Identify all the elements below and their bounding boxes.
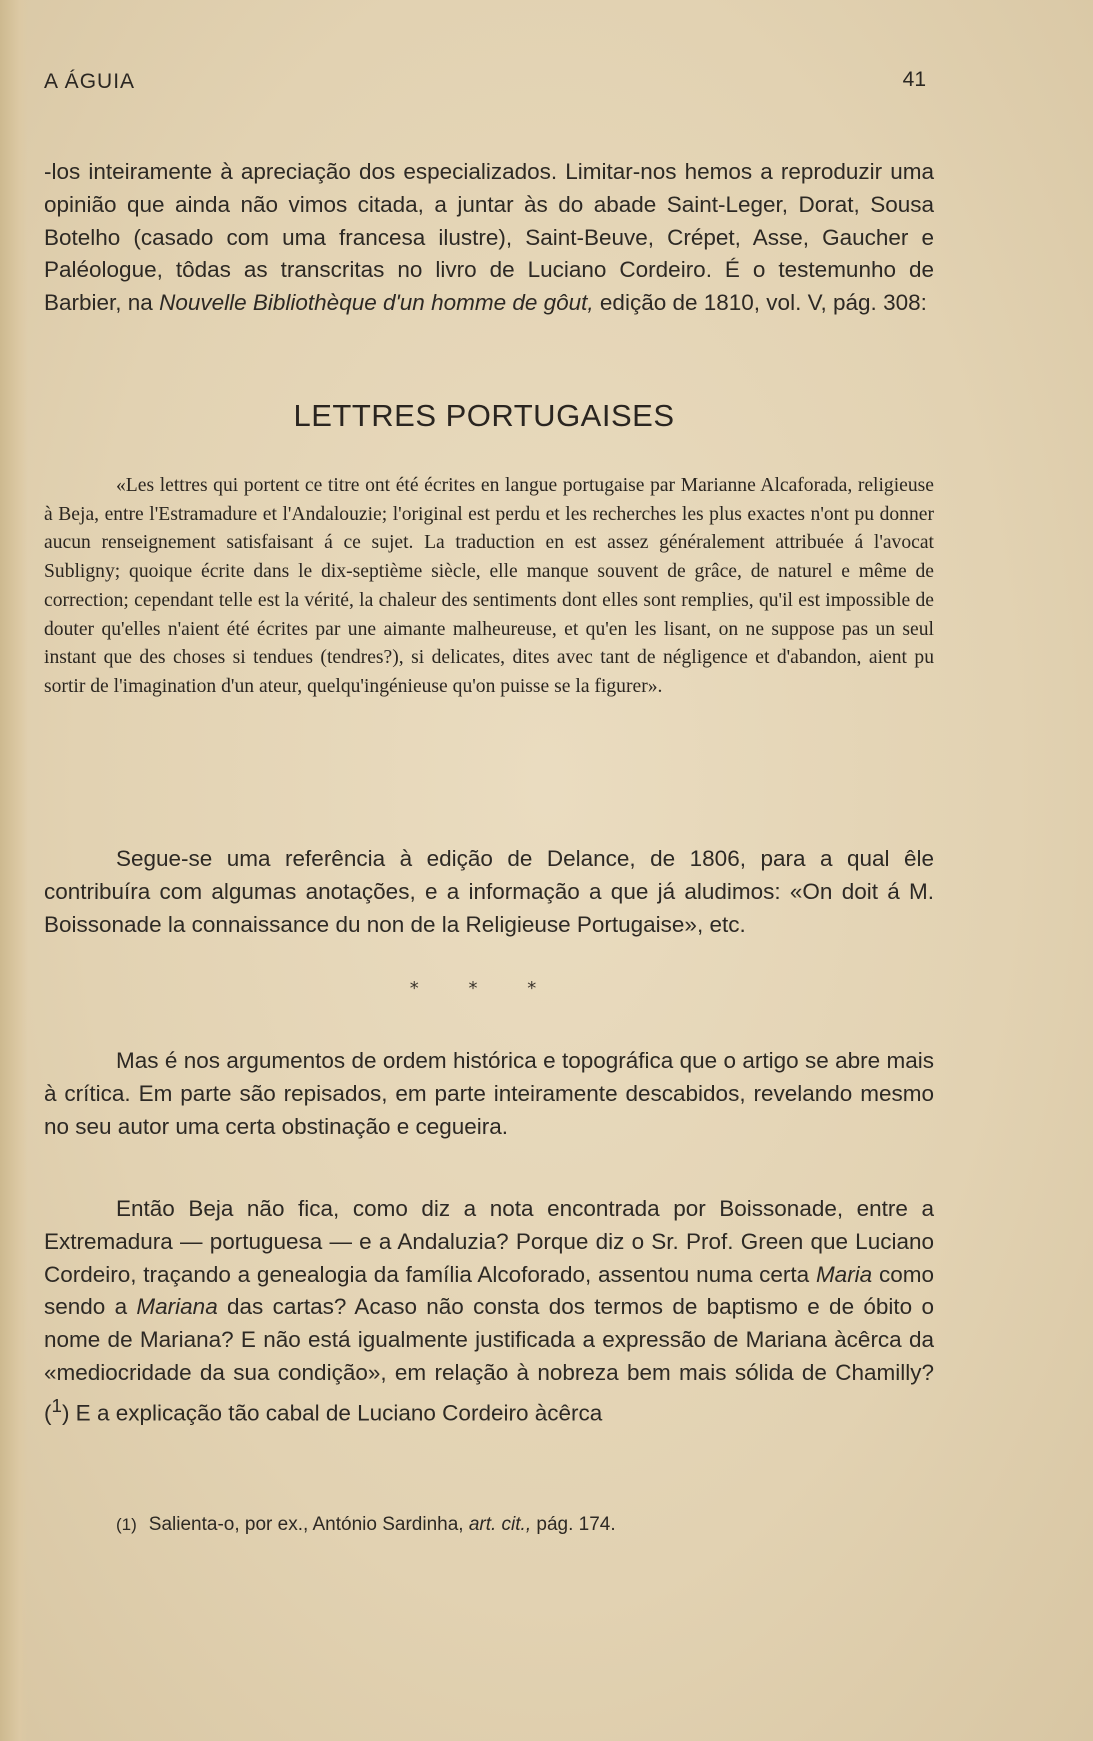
intro-text: -los inteiramente à apreciação dos especializados. Limitar-nos hemos a reproduzir uma opinião que ainda não vimos citada, a juntar às do abade Saint-Leger, Dorat, Sousa Botelho (casado com uma francesa ilustre), Saint-Beuve, Crépet, Asse, Gaucher e Paléologue, tôdas as transcritas no livro de Luciano Cordeiro. É o testemunho de Barbier, na [44,159,934,316]
page-edge [0,0,28,1741]
paragraph-beja [44,1193,934,1430]
page-number: 41 [902,68,926,91]
intro-italic-title: Nouvelle Bibliothèque d'un homme de gôut, [159,290,594,316]
intro-text-end: edição de 1810, vol. V, pág. 308: [593,290,927,316]
footnote-text-end: pág. 174. [531,1514,616,1535]
section-separator: * * * [409,978,559,999]
beja-text-3: das cartas? Acaso não consta dos termos de baptismo e de óbito o nome de Mariana? E não está igualmente justificada a expressão de Mariana àcêrca da «mediocridade da sua condição», em relação à nobreza bem mais sólida de Chamilly? ( [44,1294,934,1426]
french-quote: «Les lettres qui portent ce titre ont été écrites en langue portugaise par Marianne Alcaforada, religieuse à Beja, entre l'Estramadure et l'Andalouzie; l'original est perdu et les recherches les plus exactes n'ont pu donner aucun renseignement satisfaisant á ce sujet. La traduction en est assez généralement attribuée á l'avocat Subligny; quoique écrite dans le dix-septième siècle, elle manque souvent de grâce, de naturel e même de correction; cependant telle est la vérité, la chaleur des sentiments dont elles sont remplies, qu'il est impossible de douter qu'elles n'aient été écrites par une aimante malheureuse, et qu'en les lisant, on ne suppose pas un seul instant que des choses si tendues (tendres?), si delicates, dites avec tant de négligence et d'abandon, aient pu sortir de l'imagination d'un ateur, quelqu'ingénieuse qu'on puisse se la figurer». [44,475,934,697]
paragraph-delance: Segue-se uma referência à edição de Delance, de 1806, para a qual êle contribuíra com algumas anotações, e a informação a que já aludimos: «On doit á M. Boissonade la connaissance du non de la Religieuse Portugaise», etc. [44,846,934,937]
footnote-text: Salienta-o, por ex., António Sardinha, [148,1514,469,1535]
beja-italic-mariana: Mariana [136,1294,218,1320]
journal-title: A ÁGUIA [44,70,136,93]
running-header [44,70,926,102]
footnote [116,1514,916,1536]
beja-text-2: como sendo a [44,1261,934,1320]
beja-italic-maria: Maria [815,1261,873,1287]
beja-text-4: ) E a explicação tão cabal de Luciano Cordeiro àcêrca [61,1400,603,1426]
footnote-italic: art. cit., [468,1514,532,1535]
beja-text-1: Então Beja não fica, como diz a nota encontrada por Boissonade, entre a Extremadura — portuguesa — e a Andaluzia? Porque diz o Sr. Prof. Green que Luciano Cordeiro, traçando a genealogia da família Alcoforado, assentou numa certa [44,1196,934,1287]
paragraph-argumentos: Mas é nos argumentos de ordem histórica e topográfica que o artigo se abre mais à crítica. Em parte são repisados, em parte inteiramente descabidos, revelando mesmo no seu autor uma certa obstinação e cegueira. [44,1048,934,1139]
footnote-mark: (1) [116,1515,137,1534]
section-heading: LETTRES PORTUGAISES [293,398,675,433]
paragraph-intro [44,156,934,320]
footnote-reference: 1 [51,1394,62,1416]
